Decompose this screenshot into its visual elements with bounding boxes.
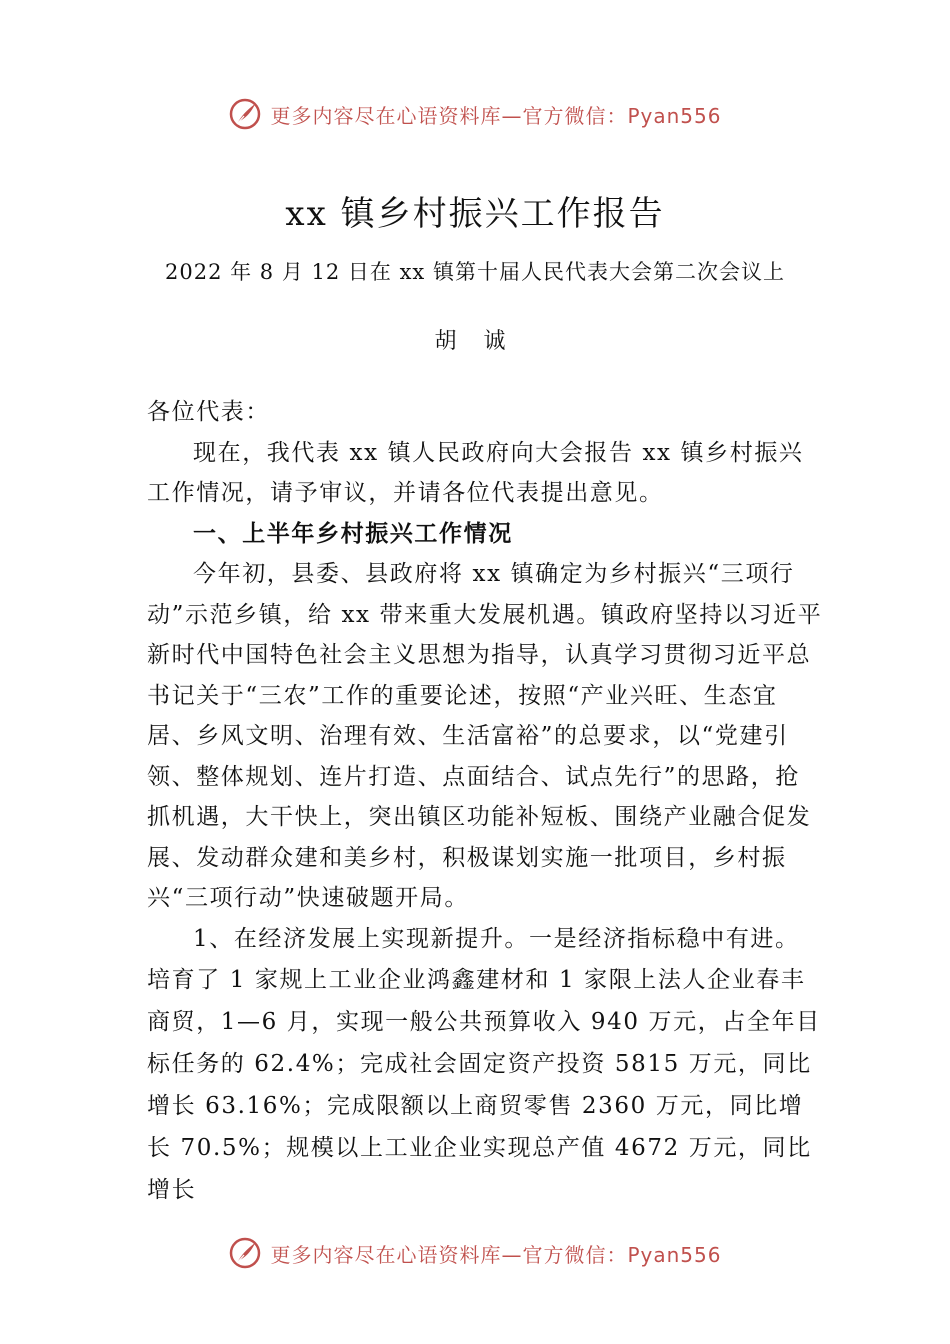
- document-title: xx 镇乡村振兴工作报告: [285, 194, 665, 234]
- quill-logo-icon: [228, 1236, 262, 1270]
- point-lead: 1、在经济发展上实现新提升。一是经济指标稳中有进。: [193, 925, 800, 952]
- salutation: 各位代表：: [147, 399, 270, 425]
- section-paragraph: 今年初，县委、县政府将 xx 镇确定为乡村振兴“三项行动”示范乡镇，给 xx 带来重大发展机遇。镇政府坚持以习近平新时代中国特色社会主义思想为指导，认真学习贯彻习近平总书记关于“三农”工作的重要论述，按照“产业兴旺、生态宜居、乡风文明、治理有效、生活富裕”的总要求，以“党建引领、整体规划、连片打造、点面结合、试点先行”的思路，抢抓机遇，大干快上，突出镇区功能补短板、围绕产业融合促发展、发动群众建和美乡村，积极谋划实施一批项目，乡村振兴“三项行动”快速破题开局。: [147, 561, 823, 911]
- document-body: [147, 392, 823, 1211]
- watermark-text: 更多内容尽在心语资料库—官方微信：Pyan556: [270, 103, 722, 128]
- author-name: 胡 诚: [434, 329, 516, 354]
- watermark-banner-top: [0, 96, 950, 132]
- point-body: 培育了 1 家规上工业企业鸿鑫建材和 1 家限上法人企业春丰商贸，1—6 月，实现一般公共预算收入 940 万元，占全年目标任务的 62.4%；完成社会固定资产投资 5815 万元，同比增长 63.16%；完成限额以上商贸零售 2360 万元，同比增长 70.5%；规模以上工业企业实现总产值 4672 万元，同比增长: [147, 967, 821, 1203]
- meeting-info: 2022 年 8 月 12 日在 xx 镇第十届人民代表大会第二次会议上: [165, 260, 785, 284]
- watermark-text: 更多内容尽在心语资料库—官方微信：Pyan556: [270, 1242, 722, 1267]
- watermark-banner-bottom: [0, 1235, 950, 1271]
- intro-paragraph: 现在，我代表 xx 镇人民政府向大会报告 xx 镇乡村振兴工作情况，请予审议，并请各位代表提出意见。: [147, 439, 804, 506]
- section-heading: 一、上半年乡村振兴工作情况: [193, 520, 513, 547]
- quill-logo-icon: [228, 97, 262, 131]
